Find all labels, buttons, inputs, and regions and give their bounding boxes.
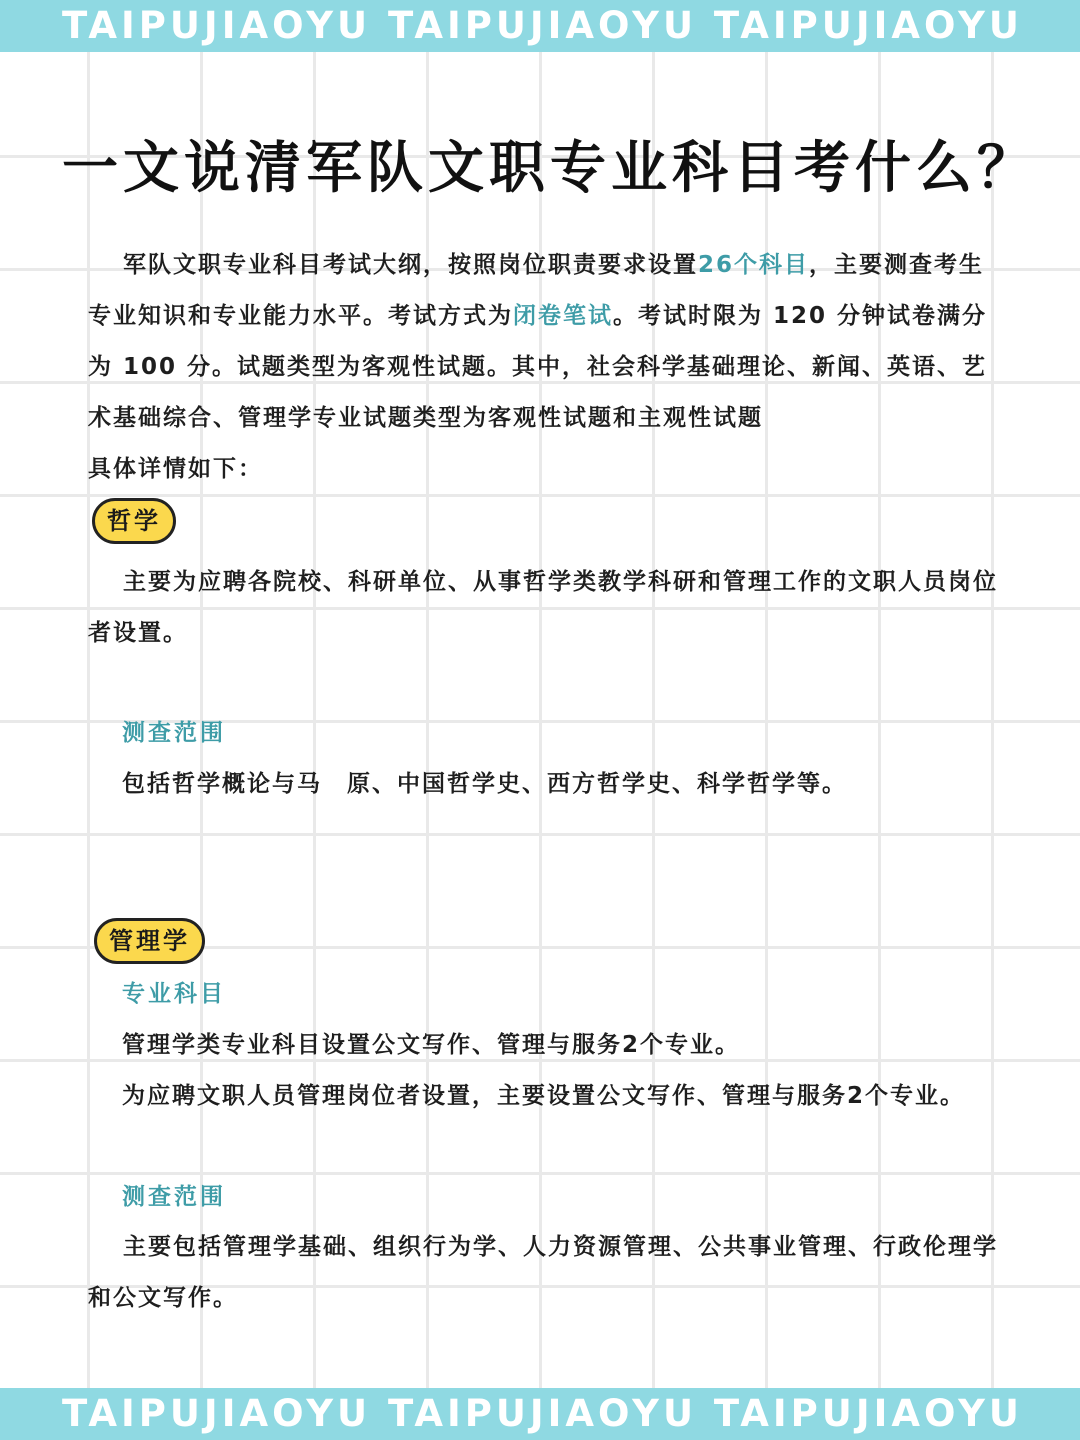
management-subject-line-1: 管理学类专业科目设置公文写作、管理与服务2个专业。 [122, 1032, 741, 1058]
management-tag: 管理学 [94, 918, 205, 964]
philosophy-description [88, 557, 1003, 659]
bottom-banner-text: TAIPUJIAOYU TAIPUJIAOYU TAIPUJIAOYU [62, 1392, 1023, 1435]
intro-highlight-subjects: 26个科目 [698, 252, 810, 278]
intro-text-1: 军队文职专业科目考试大纲，按照岗位职责要求设置 [123, 252, 698, 278]
philosophy-scope-text: 包括哲学概论与马 原、中国哲学史、西方哲学史、科学哲学等。 [122, 771, 847, 797]
philosophy-tag: 哲学 [92, 498, 176, 544]
intro-text-3: 。考试时限为 120 分钟试卷满分为 100 分。试题类型为客观性试题。其中，社会科学基础理论、新闻、英语、艺术基础综合、管理学专业试题类型为客观性试题和主观性试题 [88, 303, 988, 431]
page-title: 一文说清军队文职专业科目考什么？ [62, 136, 1038, 201]
intro-paragraph [88, 240, 1003, 495]
management-scope-heading: 测查范围 [122, 1184, 226, 1210]
management-scope-text: 主要包括管理学基础、组织行为学、人力资源管理、公共事业管理、行政伦理学和公文写作。 [88, 1234, 998, 1311]
top-banner-text: TAIPUJIAOYU TAIPUJIAOYU TAIPUJIAOYU [62, 4, 1023, 47]
intro-text-4: 具体详情如下： [88, 456, 263, 482]
philosophy-scope-heading: 测查范围 [122, 720, 226, 746]
philosophy-description-text: 主要为应聘各院校、科研单位、从事哲学类教学科研和管理工作的文职人员岗位者设置。 [88, 569, 998, 646]
intro-text-2: ，主要测查考生专业知识和专业能力水平。考试方式为 [88, 252, 985, 329]
bottom-banner [0, 1388, 1080, 1440]
management-subject-line-2: 为应聘文职人员管理岗位者设置，主要设置公文写作、管理与服务2个专业。 [122, 1083, 966, 1109]
top-banner [0, 0, 1080, 52]
management-scope-paragraph [88, 1222, 1003, 1324]
intro-highlight-exam-mode: 闭卷笔试 [513, 303, 613, 329]
management-subject-heading: 专业科目 [122, 981, 226, 1007]
